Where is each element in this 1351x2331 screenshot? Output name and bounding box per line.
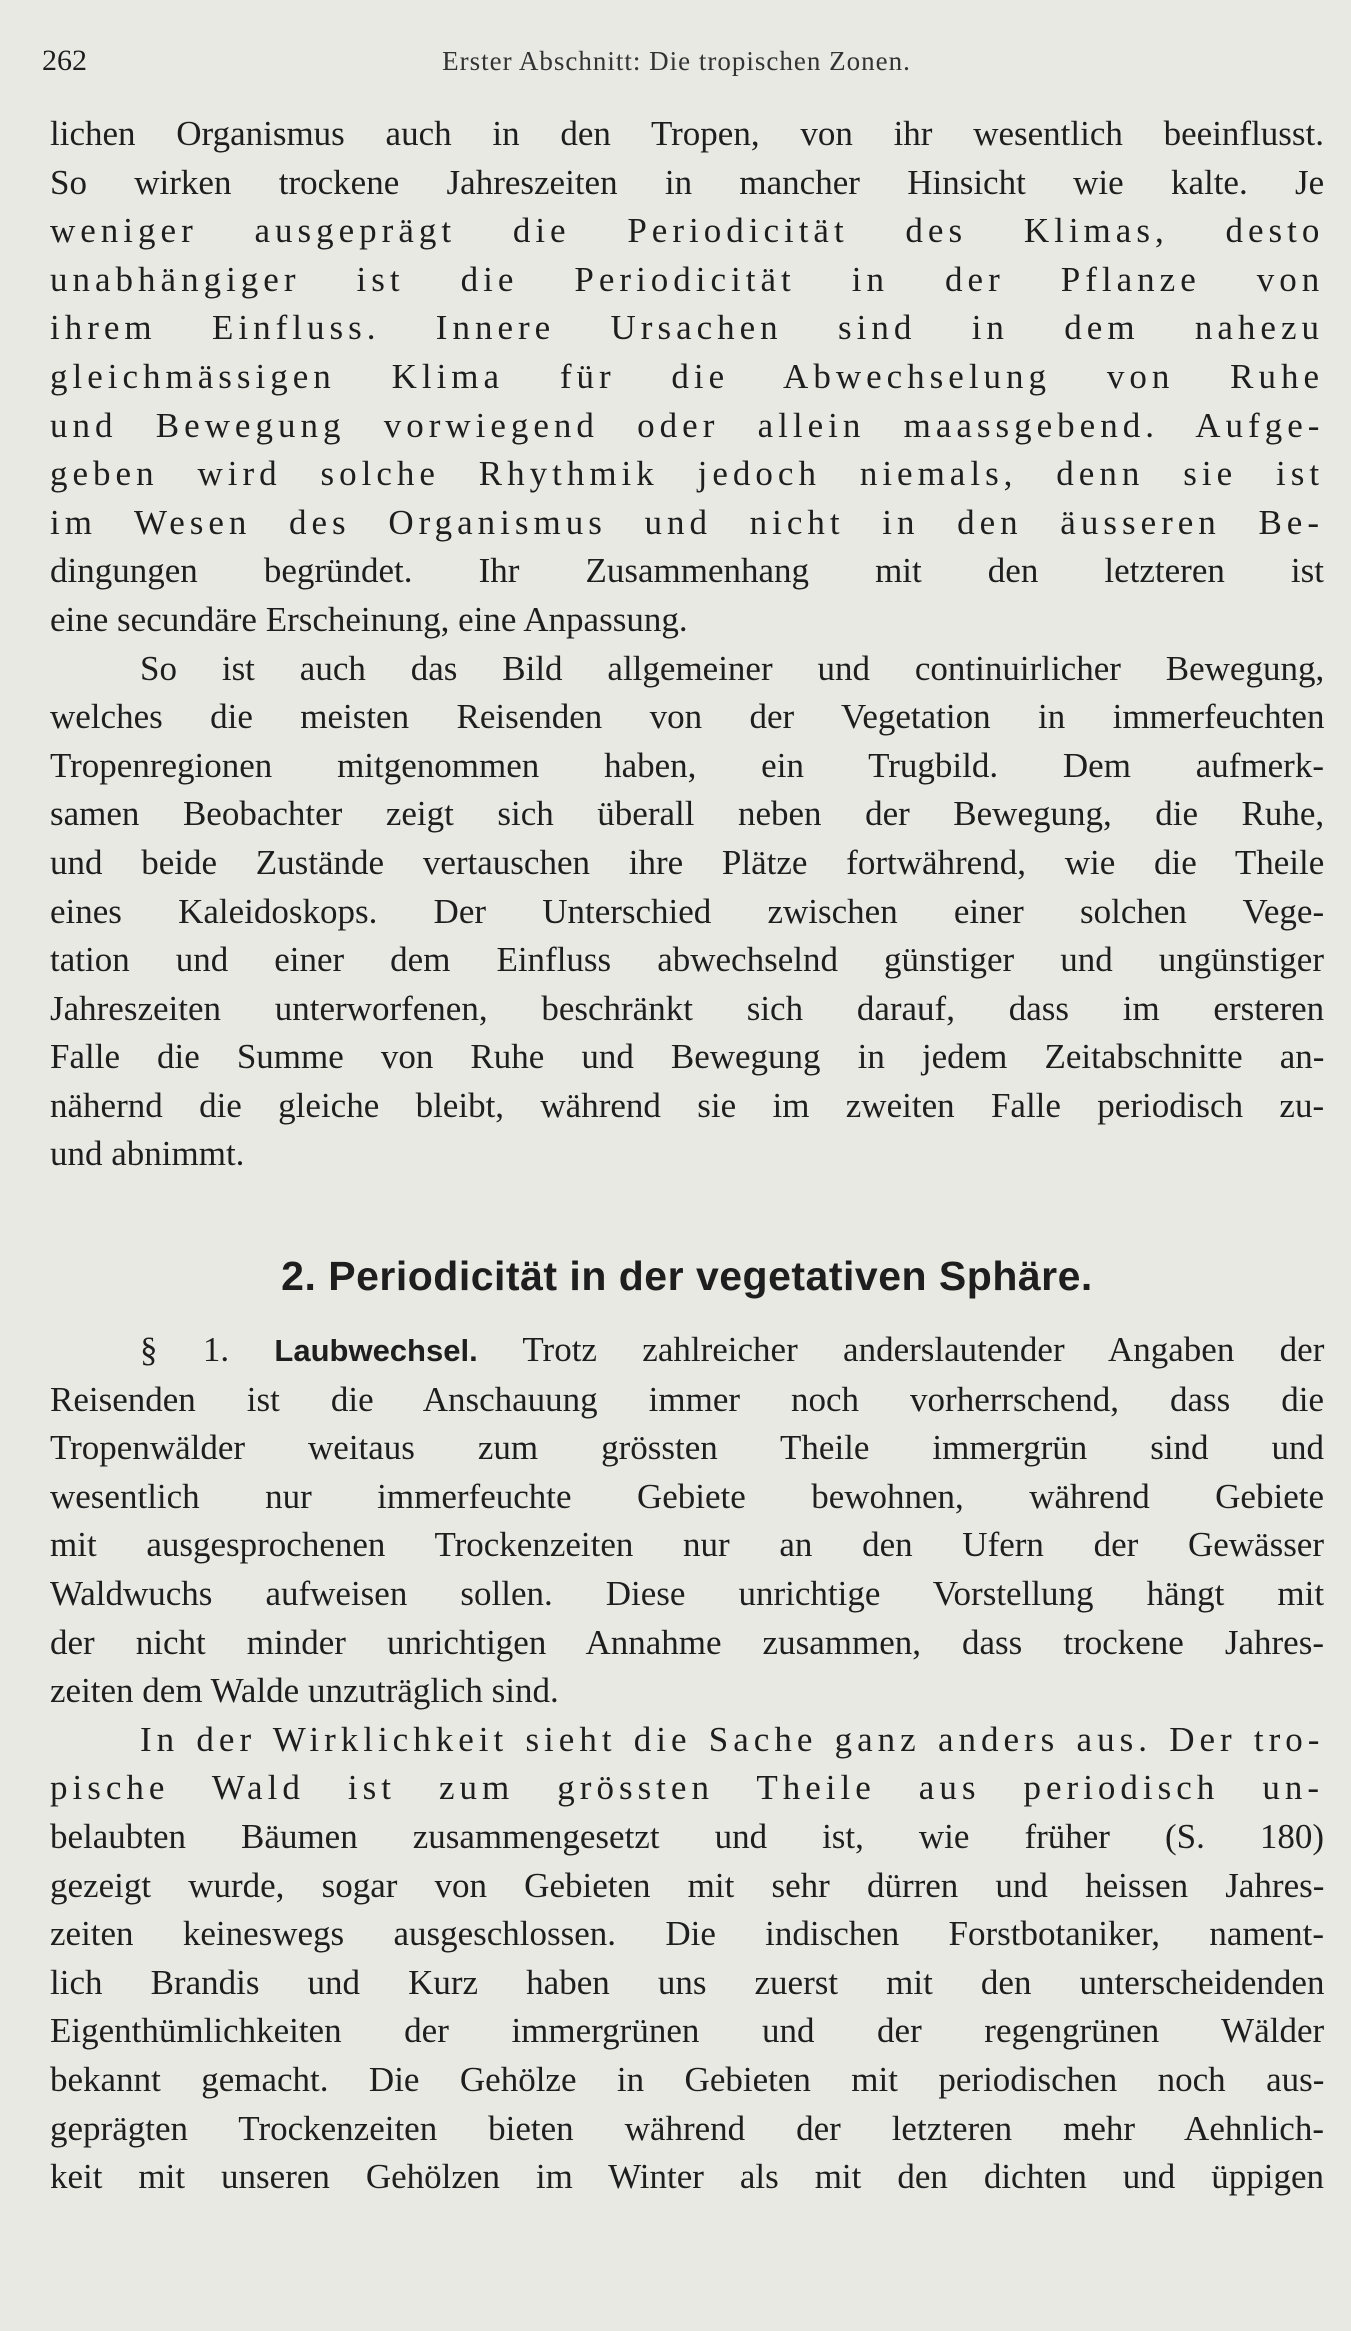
text-line: geprägten Trockenzeiten bieten während der letzteren mehr Aehnlich- [50,2108,1324,2148]
text-fragment: Trotz zahlreicher anderslautender Angaben der [522,1330,1325,1370]
text-line: zeiten dem Walde unzuträglich sind. [50,1671,559,1711]
running-head: Erster Abschnitt: Die tropischen Zonen. [442,46,911,76]
text-line: eines Kaleidoskops. Der Unterschied zwischen einer solchen Vege- [50,891,1325,931]
text-line: und abnimmt. [50,1134,245,1174]
text-line: keit mit unseren Gehölzen im Winter als mit den dichten und üppigen [50,2157,1324,2197]
text-line: bekannt gemacht. Die Gehölze in Gebieten mit periodischen noch aus- [50,2059,1325,2099]
text-line: geben wird solche Rhythmik jedoch niemals, denn sie ist [50,454,1325,494]
text-line: Falle die Summe von Ruhe und Bewegung in jedem Zeitabschnitte an- [50,1037,1325,1077]
text-line: und Bewegung vorwiegend oder allein maassgebend. Aufge- [50,405,1325,445]
text-line: nähernd die gleiche bleibt, während sie im zweiten Falle periodisch zu- [50,1085,1325,1125]
text-line: welches die meisten Reisenden von der Vegetation in immerfeuchten [50,697,1325,737]
text-line: In der Wirklichkeit sieht die Sache ganz anders aus. Der tro- [140,1719,1325,1759]
text-line: zeiten keineswegs ausgeschlossen. Die indischen Forstbotaniker, nament- [50,1914,1324,1954]
text-line: belaubten Bäumen zusammengesetzt und ist, wie früher (S. 180) [50,1817,1324,1856]
text-line: gezeigt wurde, sogar von Gebieten mit sehr dürren und heissen Jahres- [50,1865,1325,1905]
text-line: So wirken trockene Jahreszeiten in mancher Hinsicht wie kalte. Je [50,162,1325,202]
text-line: und beide Zustände vertauschen ihre Plätze fortwährend, wie die Theile [50,842,1325,882]
text-line: So ist auch das Bild allgemeiner und continuirlicher Bewegung, [140,648,1325,688]
text-line: im Wesen des Organismus und nicht in den äusseren Be- [50,502,1324,542]
text-line: Tropenwälder weitaus zum grössten Theile immergrün sind und [50,1428,1324,1468]
text-line: weniger ausgeprägt die Periodicität des Klimas, desto [50,211,1325,251]
text-line: dingungen begründet. Ihr Zusammenhang mit den letzteren ist [50,551,1324,591]
section-heading: 2. Periodicität in der vegetativen Sphäre. [281,1253,1093,1300]
text-line [50,1326,1324,1376]
text-line: tation und einer dem Einfluss abwechselnd günstiger und ungünstiger [50,940,1324,980]
text-line: lichen Organismus auch in den Tropen, von ihr wesentlich beeinflusst. [50,114,1325,153]
paragraph-1 [50,110,1324,645]
page-number: 262 [42,44,87,77]
text-line: der nicht minder unrichtigen Annahme zusammen, dass trockene Jahres- [50,1622,1324,1662]
text-line: Reisenden ist die Anschauung immer noch vorherrschend, dass die [50,1379,1325,1419]
text-line: gleichmässigen Klima für die Abwechselung von Ruhe [50,356,1324,396]
text-line: mit ausgesprochenen Trockenzeiten nur an den Ufern der Gewässer [50,1525,1324,1565]
text-line: eine secundäre Erscheinung, eine Anpassung. [50,599,688,639]
text-line: Tropenregionen mitgenommen haben, ein Trugbild. Dem aufmerk- [50,745,1324,785]
text-line: lich Brandis und Kurz haben uns zuerst mit den unterscheidenden [50,1962,1325,2002]
text-line: samen Beobachter zeigt sich überall neben der Bewegung, die Ruhe, [50,794,1325,834]
text-line: unabhängiger ist die Periodicität in der Pflanze von [50,259,1325,299]
text-line: Eigenthümlichkeiten der immergrünen und der regengrünen Wälder [50,2011,1325,2051]
text-line: Waldwuchs aufweisen sollen. Diese unrichtige Vorstellung hängt mit [50,1574,1325,1614]
text-line: wesentlich nur immerfeuchte Gebiete bewohnen, während Gebiete [50,1476,1324,1516]
page-body [50,110,1324,2202]
text-line: Jahreszeiten unterworfenen, beschränkt sich darauf, dass im ersteren [50,988,1325,1028]
section-title: Laubwechsel. [274,1333,478,1369]
page-header [42,30,1311,77]
paragraph-4 [50,1716,1324,2202]
text-line: ihrem Einfluss. Innere Ursachen sind in dem nahezu [50,308,1324,348]
paragraph-2 [50,645,1324,1180]
paragraph-3 [50,1326,1324,1716]
section-marker: § 1. [140,1330,230,1370]
text-line: pische Wald ist zum grössten Theile aus periodisch un- [50,1768,1324,1808]
